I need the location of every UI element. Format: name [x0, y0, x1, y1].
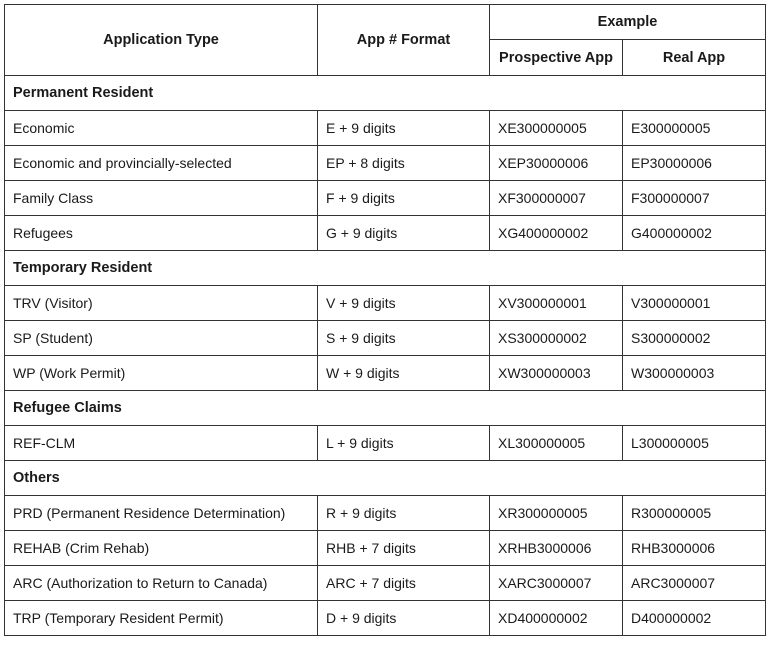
app-format-cell: F + 9 digits: [318, 181, 490, 216]
prospective-app-cell: XD400000002: [490, 601, 623, 636]
application-number-format-table: [4, 4, 766, 636]
real-app-cell: L300000005: [623, 426, 766, 461]
section-title: Permanent Resident: [5, 76, 766, 111]
prospective-app-cell: XEP30000006: [490, 146, 623, 181]
header-real-app: Real App: [623, 40, 766, 76]
real-app-cell: EP30000006: [623, 146, 766, 181]
prospective-app-cell: XL300000005: [490, 426, 623, 461]
application-type-cell: REHAB (Crim Rehab): [5, 531, 318, 566]
prospective-app-cell: XW300000003: [490, 356, 623, 391]
table-row: [5, 181, 766, 216]
prospective-app-cell: XR300000005: [490, 496, 623, 531]
section-header-row: [5, 76, 766, 111]
application-type-cell: TRV (Visitor): [5, 286, 318, 321]
prospective-app-cell: XE300000005: [490, 111, 623, 146]
prospective-app-cell: XRHB3000006: [490, 531, 623, 566]
table-row: [5, 321, 766, 356]
header-prospective-app: Prospective App: [490, 40, 623, 76]
application-type-cell: Family Class: [5, 181, 318, 216]
app-format-cell: E + 9 digits: [318, 111, 490, 146]
real-app-cell: RHB3000006: [623, 531, 766, 566]
prospective-app-cell: XV300000001: [490, 286, 623, 321]
section-title: Temporary Resident: [5, 251, 766, 286]
app-format-cell: R + 9 digits: [318, 496, 490, 531]
app-format-cell: ARC + 7 digits: [318, 566, 490, 601]
table-row: [5, 496, 766, 531]
section-header-row: [5, 391, 766, 426]
prospective-app-cell: XARC3000007: [490, 566, 623, 601]
app-format-cell: RHB + 7 digits: [318, 531, 490, 566]
section-title: Others: [5, 461, 766, 496]
prospective-app-cell: XG400000002: [490, 216, 623, 251]
header-example: Example: [490, 5, 766, 40]
real-app-cell: ARC3000007: [623, 566, 766, 601]
real-app-cell: W300000003: [623, 356, 766, 391]
real-app-cell: G400000002: [623, 216, 766, 251]
table-row: [5, 286, 766, 321]
table-row: [5, 146, 766, 181]
application-type-cell: SP (Student): [5, 321, 318, 356]
table-row: [5, 601, 766, 636]
app-format-cell: L + 9 digits: [318, 426, 490, 461]
prospective-app-cell: XF300000007: [490, 181, 623, 216]
real-app-cell: E300000005: [623, 111, 766, 146]
header-app-format: App # Format: [318, 5, 490, 76]
app-format-cell: D + 9 digits: [318, 601, 490, 636]
application-type-cell: Economic and provincially-selected: [5, 146, 318, 181]
app-format-cell: W + 9 digits: [318, 356, 490, 391]
app-format-cell: V + 9 digits: [318, 286, 490, 321]
real-app-cell: D400000002: [623, 601, 766, 636]
real-app-cell: V300000001: [623, 286, 766, 321]
application-type-cell: REF-CLM: [5, 426, 318, 461]
real-app-cell: S300000002: [623, 321, 766, 356]
real-app-cell: R300000005: [623, 496, 766, 531]
real-app-cell: F300000007: [623, 181, 766, 216]
table-header: [5, 5, 766, 76]
header-application-type: Application Type: [5, 5, 318, 76]
application-type-cell: Refugees: [5, 216, 318, 251]
table-body: [5, 76, 766, 636]
app-format-cell: G + 9 digits: [318, 216, 490, 251]
table-row: [5, 216, 766, 251]
table-row: [5, 111, 766, 146]
table-row: [5, 566, 766, 601]
prospective-app-cell: XS300000002: [490, 321, 623, 356]
application-type-cell: ARC (Authorization to Return to Canada): [5, 566, 318, 601]
application-type-cell: PRD (Permanent Residence Determination): [5, 496, 318, 531]
table-row: [5, 531, 766, 566]
table-row: [5, 426, 766, 461]
application-type-cell: WP (Work Permit): [5, 356, 318, 391]
app-format-cell: EP + 8 digits: [318, 146, 490, 181]
section-header-row: [5, 461, 766, 496]
application-type-cell: Economic: [5, 111, 318, 146]
application-type-cell: TRP (Temporary Resident Permit): [5, 601, 318, 636]
section-header-row: [5, 251, 766, 286]
app-format-cell: S + 9 digits: [318, 321, 490, 356]
section-title: Refugee Claims: [5, 391, 766, 426]
table-row: [5, 356, 766, 391]
